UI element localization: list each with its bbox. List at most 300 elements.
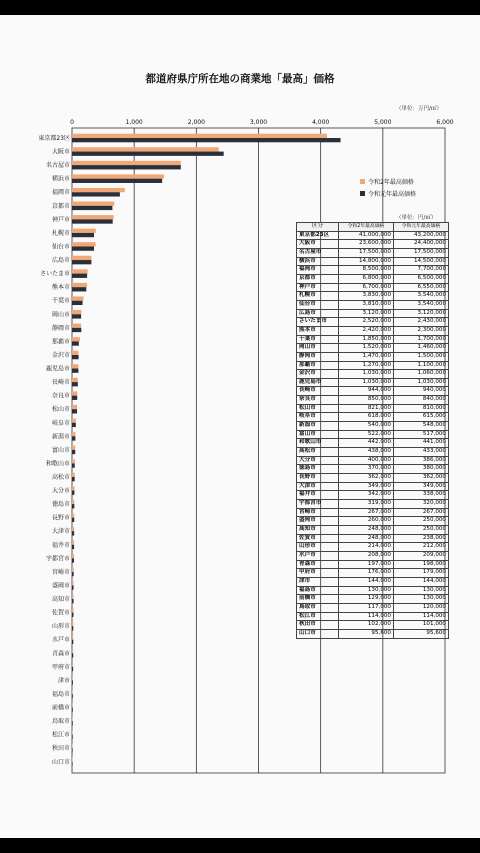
table-row <box>297 439 449 448</box>
bar-reiwa1 <box>72 219 113 223</box>
bar-reiwa1 <box>72 192 120 196</box>
bar-reiwa1 <box>72 477 75 481</box>
bar-reiwa1 <box>72 179 162 183</box>
price-cell: 129,000 <box>339 595 394 604</box>
bar-reiwa1 <box>72 165 181 169</box>
bar-reiwa2 <box>72 378 78 382</box>
table-row <box>297 300 449 309</box>
category-label: 広島市 <box>51 257 70 265</box>
bar-reiwa1 <box>72 436 75 440</box>
price-cell: 6,700,000 <box>339 283 394 292</box>
bar-reiwa2 <box>72 188 125 192</box>
price-cell: 380,000 <box>394 465 449 474</box>
bar-reiwa1 <box>72 328 81 332</box>
category-label: 宇都宮市 <box>45 555 70 563</box>
price-cell: 433,000 <box>394 448 449 457</box>
price-cell: 850,000 <box>339 396 394 405</box>
bar-reiwa2 <box>72 608 74 612</box>
price-cell: 438,000 <box>339 448 394 457</box>
city-cell: 大分市 <box>297 456 339 465</box>
city-cell: 札幌市 <box>297 292 339 301</box>
bar-reiwa1 <box>72 748 73 752</box>
bar-reiwa1 <box>72 369 78 373</box>
table-row <box>297 577 449 586</box>
bar-reiwa2 <box>72 459 75 463</box>
chart-title: 都道府県庁所在地の商業地「最高」価格 <box>145 73 335 85</box>
category-label: 仙台市 <box>51 243 70 251</box>
price-cell: 3,120,000 <box>394 309 449 318</box>
price-cell: 548,000 <box>394 422 449 431</box>
price-cell: 618,000 <box>339 413 394 422</box>
price-cell: 212,000 <box>394 543 449 552</box>
city-cell: 鹿児島市 <box>297 378 339 387</box>
price-cell: 130,000 <box>394 586 449 595</box>
bar-reiwa2 <box>72 161 181 165</box>
price-cell: 17,500,000 <box>339 248 394 257</box>
category-label: 甲府市 <box>51 663 70 671</box>
category-label: 東京都23区 <box>38 135 70 142</box>
city-cell: 徳島市 <box>297 465 339 474</box>
bar-reiwa1 <box>72 463 75 467</box>
x-tick-label: 1,000 <box>125 119 143 126</box>
price-cell: 441,000 <box>394 439 449 448</box>
table-row <box>297 352 449 361</box>
bar-reiwa2 <box>72 663 73 667</box>
category-label: 千葉市 <box>51 297 70 305</box>
category-label: 山形市 <box>51 623 70 631</box>
price-cell: 362,000 <box>339 474 394 483</box>
table-row <box>297 378 449 387</box>
price-cell: 248,000 <box>339 525 394 534</box>
table-row <box>297 231 449 240</box>
price-table <box>296 222 449 639</box>
bar-reiwa2 <box>72 174 164 178</box>
category-label: 那覇市 <box>51 338 70 346</box>
price-cell: 342,000 <box>339 491 394 500</box>
city-cell: 鳥取市 <box>297 603 339 612</box>
table-row <box>297 482 449 491</box>
table-row <box>297 430 449 439</box>
price-cell: 615,000 <box>394 413 449 422</box>
table-unit-label: （単位：円/㎡） <box>396 215 437 221</box>
price-cell: 442,000 <box>339 439 394 448</box>
table-row <box>297 318 449 327</box>
table-row <box>297 292 449 301</box>
bar-reiwa2 <box>72 364 78 368</box>
bar-reiwa1 <box>72 138 341 142</box>
category-label: 秋田市 <box>51 745 70 753</box>
city-cell: 奈良市 <box>297 396 339 405</box>
bar-reiwa1 <box>72 233 94 237</box>
price-cell: 3,540,000 <box>394 292 449 301</box>
table-row <box>297 612 449 621</box>
price-cell: 2,520,000 <box>339 318 394 327</box>
bar-reiwa1 <box>72 504 74 508</box>
bar-reiwa2 <box>72 134 327 138</box>
city-cell: 長野市 <box>297 474 339 483</box>
price-cell: 840,000 <box>394 396 449 405</box>
bar-reiwa2 <box>72 147 219 151</box>
city-cell: 山形市 <box>297 543 339 552</box>
bar-reiwa2 <box>72 541 74 545</box>
price-cell: 3,540,000 <box>394 300 449 309</box>
price-cell: 349,000 <box>339 482 394 491</box>
price-cell: 130,000 <box>339 586 394 595</box>
price-cell: 248,000 <box>339 534 394 543</box>
bar-reiwa2 <box>72 690 73 694</box>
price-cell: 250,000 <box>394 525 449 534</box>
bar-reiwa2 <box>72 473 75 477</box>
category-label: 山口市 <box>51 758 70 766</box>
table-header-cell: 令和2年最高価格 <box>339 223 394 232</box>
legend-swatch-reiwa2 <box>360 179 365 184</box>
price-cell: 320,000 <box>394 500 449 509</box>
city-cell: 富山市 <box>297 430 339 439</box>
category-label: 福井市 <box>51 541 70 549</box>
bar-reiwa2 <box>72 568 74 572</box>
price-cell: 1,030,000 <box>339 378 394 387</box>
city-cell: 仙台市 <box>297 300 339 309</box>
city-cell: さいたま市 <box>297 318 339 327</box>
category-label: 京都市 <box>51 202 70 210</box>
city-cell: 山口市 <box>297 629 339 638</box>
category-label: 佐賀市 <box>51 609 70 617</box>
price-cell: 117,000 <box>339 603 394 612</box>
price-cell: 1,060,000 <box>394 370 449 379</box>
city-cell: 福井市 <box>297 491 339 500</box>
bar-reiwa1 <box>72 450 75 454</box>
bar-reiwa1 <box>72 613 73 617</box>
category-label: 札幌市 <box>51 229 70 237</box>
price-cell: 114,000 <box>339 612 394 621</box>
category-label: 鳥取市 <box>51 718 70 726</box>
legend-label-reiwa1: 令和元年最高価格 <box>368 191 417 198</box>
bar-reiwa1 <box>72 246 94 250</box>
price-cell: 95,600 <box>394 629 449 638</box>
bar-reiwa2 <box>72 554 74 558</box>
city-cell: 秋田市 <box>297 621 339 630</box>
bar-reiwa1 <box>72 396 77 400</box>
price-cell: 2,420,000 <box>339 326 394 335</box>
city-cell: 新潟市 <box>297 422 339 431</box>
price-cell: 386,000 <box>394 456 449 465</box>
bar-reiwa2 <box>72 527 74 531</box>
table-row <box>297 456 449 465</box>
bar-reiwa2 <box>72 405 77 409</box>
bar-reiwa2 <box>72 622 73 626</box>
table-row <box>297 621 449 630</box>
bar-reiwa1 <box>72 762 73 766</box>
bar-reiwa2 <box>72 717 73 721</box>
price-cell: 940,000 <box>394 387 449 396</box>
table-row <box>297 543 449 552</box>
category-label: 福島市 <box>51 690 70 698</box>
bar-reiwa1 <box>72 640 73 644</box>
category-label: 大分市 <box>51 487 70 495</box>
category-label: 奈良市 <box>51 392 70 400</box>
category-label: 高松市 <box>51 474 70 481</box>
bar-reiwa2 <box>72 676 73 680</box>
table-row <box>297 595 449 604</box>
price-cell: 2,300,000 <box>394 326 449 335</box>
bar-reiwa2 <box>72 446 75 450</box>
bar-reiwa2 <box>72 486 74 490</box>
price-cell: 319,000 <box>339 500 394 509</box>
price-cell: 1,270,000 <box>339 361 394 370</box>
price-cell: 517,000 <box>394 430 449 439</box>
city-cell: 高松市 <box>297 448 339 457</box>
price-cell: 144,000 <box>394 577 449 586</box>
city-cell: 大阪市 <box>297 240 339 249</box>
price-cell: 349,000 <box>394 482 449 491</box>
bar-reiwa1 <box>72 152 224 156</box>
city-cell: 宮崎市 <box>297 508 339 517</box>
legend-label-reiwa2: 令和2年最高価格 <box>368 179 414 186</box>
table-row <box>297 569 449 578</box>
price-cell: 2,430,000 <box>394 318 449 327</box>
table-row <box>297 344 449 353</box>
city-cell: 東京都23区 <box>297 231 339 240</box>
bar-reiwa1 <box>72 572 74 576</box>
category-label: 青森市 <box>51 650 70 658</box>
category-label: 高知市 <box>51 596 70 604</box>
bar-reiwa2 <box>72 324 81 328</box>
city-cell: 松山市 <box>297 404 339 413</box>
x-tick-label: 0 <box>70 119 74 126</box>
table-body <box>297 231 449 638</box>
price-cell: 944,000 <box>339 387 394 396</box>
category-label: 名古屋市 <box>45 162 70 170</box>
city-cell: 和歌山市 <box>297 439 339 448</box>
price-cell: 1,500,000 <box>394 352 449 361</box>
city-cell: 甲府市 <box>297 569 339 578</box>
x-tick-label: 6,000 <box>436 119 454 126</box>
table-row <box>297 560 449 569</box>
bar-reiwa2 <box>72 703 73 707</box>
city-cell: 静岡市 <box>297 352 339 361</box>
category-label: 金沢市 <box>51 351 70 359</box>
table-row <box>297 370 449 379</box>
bar-reiwa2 <box>72 635 73 639</box>
price-cell: 6,500,000 <box>394 274 449 283</box>
category-label: 横浜市 <box>51 175 70 183</box>
table-header-row <box>297 223 449 232</box>
bar-reiwa1 <box>72 653 73 657</box>
price-cell: 179,000 <box>394 569 449 578</box>
bar-reiwa1 <box>72 626 73 630</box>
price-cell: 144,000 <box>339 577 394 586</box>
category-label: 神戸市 <box>51 216 70 224</box>
bar-reiwa1 <box>72 409 77 413</box>
bar-reiwa2 <box>72 757 73 761</box>
bar-reiwa1 <box>72 531 74 535</box>
city-cell: 金沢市 <box>297 370 339 379</box>
table-row <box>297 266 449 275</box>
bar-reiwa2 <box>72 744 73 748</box>
category-label: 熊本市 <box>51 284 70 292</box>
category-label: 新潟市 <box>51 433 70 441</box>
bar-reiwa1 <box>72 545 74 549</box>
city-cell: 青森市 <box>297 560 339 569</box>
table-row <box>297 491 449 500</box>
bar-reiwa1 <box>72 423 76 427</box>
table-row <box>297 629 449 638</box>
table-row <box>297 413 449 422</box>
table-row <box>297 465 449 474</box>
city-cell: 神戸市 <box>297 283 339 292</box>
bar-reiwa1 <box>72 301 83 305</box>
bar-reiwa2 <box>72 649 73 653</box>
bar-reiwa1 <box>72 721 73 725</box>
category-label: 和歌山市 <box>45 460 70 468</box>
price-cell: 101,000 <box>394 621 449 630</box>
bar-reiwa2 <box>72 229 96 233</box>
price-cell: 821,000 <box>339 404 394 413</box>
city-cell: 宇都宮市 <box>297 500 339 509</box>
price-cell: 6,550,000 <box>394 283 449 292</box>
city-cell: 長崎市 <box>297 387 339 396</box>
bar-reiwa2 <box>72 432 75 436</box>
table-row <box>297 396 449 405</box>
city-cell: 高知市 <box>297 525 339 534</box>
legend-swatch-reiwa1 <box>360 191 365 196</box>
bar-reiwa2 <box>72 242 96 246</box>
bar-reiwa1 <box>72 735 73 739</box>
table-row <box>297 448 449 457</box>
x-tick-label: 5,000 <box>374 119 392 126</box>
category-label: 岡山市 <box>51 311 70 319</box>
price-cell: 43,200,000 <box>394 231 449 240</box>
bar-reiwa2 <box>72 296 84 300</box>
price-cell: 176,000 <box>339 569 394 578</box>
price-cell: 95,600 <box>339 629 394 638</box>
category-label: 津市 <box>57 677 70 685</box>
bar-reiwa1 <box>72 314 81 318</box>
table-row <box>297 422 449 431</box>
bar-reiwa1 <box>72 680 73 684</box>
price-cell: 1,460,000 <box>394 344 449 353</box>
category-label: 福岡市 <box>51 189 70 197</box>
bar-reiwa2 <box>72 730 73 734</box>
bar-reiwa2 <box>72 500 74 504</box>
price-cell: 114,000 <box>394 612 449 621</box>
bar-reiwa2 <box>72 337 80 341</box>
table-row <box>297 361 449 370</box>
price-cell: 540,000 <box>339 422 394 431</box>
price-cell: 214,000 <box>339 543 394 552</box>
bar-reiwa2 <box>72 391 77 395</box>
city-cell: 横浜市 <box>297 257 339 266</box>
city-cell: 福岡市 <box>297 266 339 275</box>
price-cell: 14,800,000 <box>339 257 394 266</box>
bar-reiwa1 <box>72 518 74 522</box>
price-cell: 1,470,000 <box>339 352 394 361</box>
price-cell: 197,000 <box>339 560 394 569</box>
bar-reiwa1 <box>72 599 74 603</box>
table-header-cell: 令和元年最高価格 <box>394 223 449 232</box>
price-cell: 400,000 <box>339 456 394 465</box>
city-cell: 前橋市 <box>297 595 339 604</box>
city-cell: 千葉市 <box>297 335 339 344</box>
bar-reiwa1 <box>72 341 79 345</box>
bar-reiwa2 <box>72 202 114 206</box>
price-cell: 338,000 <box>394 491 449 500</box>
x-tick-label: 4,000 <box>312 119 330 126</box>
city-cell: 水戸市 <box>297 551 339 560</box>
category-label: 松江市 <box>51 731 70 739</box>
city-cell: 大津市 <box>297 482 339 491</box>
city-cell: 松江市 <box>297 612 339 621</box>
price-cell: 810,000 <box>394 404 449 413</box>
price-cell: 14,500,000 <box>394 257 449 266</box>
price-cell: 24,400,000 <box>394 240 449 249</box>
price-cell: 130,000 <box>394 595 449 604</box>
bar-reiwa1 <box>72 558 74 562</box>
price-cell: 6,800,000 <box>339 274 394 283</box>
bar-reiwa2 <box>72 351 78 355</box>
bar-reiwa1 <box>72 260 91 264</box>
city-cell: 津市 <box>297 577 339 586</box>
price-cell: 41,000,000 <box>339 231 394 240</box>
price-cell: 238,000 <box>394 534 449 543</box>
bar-reiwa2 <box>72 283 87 287</box>
price-cell: 102,000 <box>339 621 394 630</box>
table-row <box>297 283 449 292</box>
price-cell: 3,810,000 <box>339 300 394 309</box>
price-cell: 209,000 <box>394 551 449 560</box>
price-cell: 1,030,000 <box>339 370 394 379</box>
table-row <box>297 500 449 509</box>
price-cell: 17,500,000 <box>394 248 449 257</box>
city-cell: 岐阜市 <box>297 413 339 422</box>
table-row <box>297 474 449 483</box>
bar-reiwa1 <box>72 382 78 386</box>
city-cell: 福島市 <box>297 586 339 595</box>
bar-reiwa2 <box>72 418 76 422</box>
bar-reiwa2 <box>72 513 74 517</box>
bar-reiwa1 <box>72 667 73 671</box>
category-label: 前橋市 <box>51 704 70 712</box>
category-label: 盛岡市 <box>51 582 70 590</box>
price-cell: 3,120,000 <box>339 309 394 318</box>
category-label: 宮崎市 <box>51 568 70 576</box>
price-cell: 120,000 <box>394 603 449 612</box>
category-label: 富山市 <box>51 446 70 454</box>
bar-reiwa2 <box>72 595 74 599</box>
price-cell: 1,100,000 <box>394 361 449 370</box>
category-label: さいたま市 <box>39 270 70 278</box>
price-cell: 7,700,000 <box>394 266 449 275</box>
chart-unit-label: （単位：万円/㎡） <box>396 106 442 112</box>
table-row <box>297 525 449 534</box>
table-row <box>297 387 449 396</box>
price-cell: 267,000 <box>339 508 394 517</box>
table-row <box>297 586 449 595</box>
table-row <box>297 248 449 257</box>
table-row <box>297 326 449 335</box>
city-cell: 京都市 <box>297 274 339 283</box>
price-cell: 1,850,000 <box>339 335 394 344</box>
table-header-cell: 区分 <box>297 223 339 232</box>
price-cell: 208,000 <box>339 551 394 560</box>
price-cell: 1,030,000 <box>394 378 449 387</box>
bar-reiwa1 <box>72 287 86 291</box>
bar-reiwa2 <box>72 269 88 273</box>
category-label: 水戸市 <box>51 636 70 644</box>
bar-reiwa1 <box>72 491 74 495</box>
bar-reiwa1 <box>72 274 87 278</box>
category-label: 長崎市 <box>51 379 70 387</box>
